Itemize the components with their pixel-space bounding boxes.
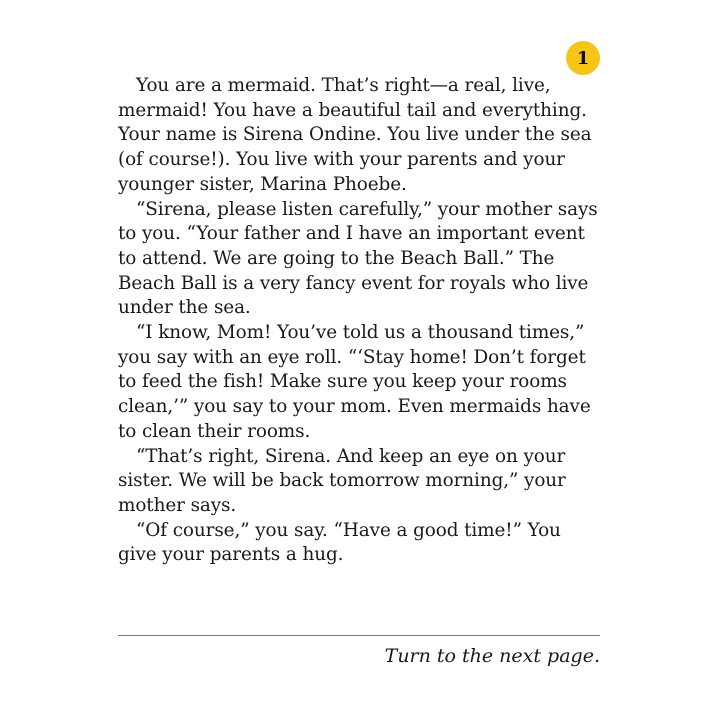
paragraph: You are a mermaid. That’s right—a real, live, mermaid! You have a beautiful tail and everything. Your name is Sirena Ondine. You live under the sea (of course!). You live with your parents and your younger sister, Marina Phoebe. — [118, 75, 592, 195]
paragraph: “Of course,” you say. “Have a good time!” You give your parents a hug. — [118, 519, 561, 566]
paragraph: “I know, Mom! You’ve told us a thousand times,” you say with an eye roll. “‘Stay home! Don’t forget to feed the fish! Make sure you keep your rooms clean,’” you say to your mom. Even mermaids have to clean their rooms. — [118, 322, 591, 442]
turn-page-prompt: Turn to the next page. — [384, 645, 600, 667]
footer-divider — [118, 635, 600, 636]
paragraph: “That’s right, Sirena. And keep an eye on your sister. We will be back tomorrow morning,” your mother says. — [118, 445, 566, 516]
story-text — [118, 74, 604, 568]
page-number-badge: 1 — [566, 41, 600, 75]
paragraph: “Sirena, please listen carefully,” your mother says to you. “Your father and I have an important event to attend. We are going to the Beach Ball.” The Beach Ball is a very fancy event for royals who live under the sea. — [118, 198, 598, 319]
